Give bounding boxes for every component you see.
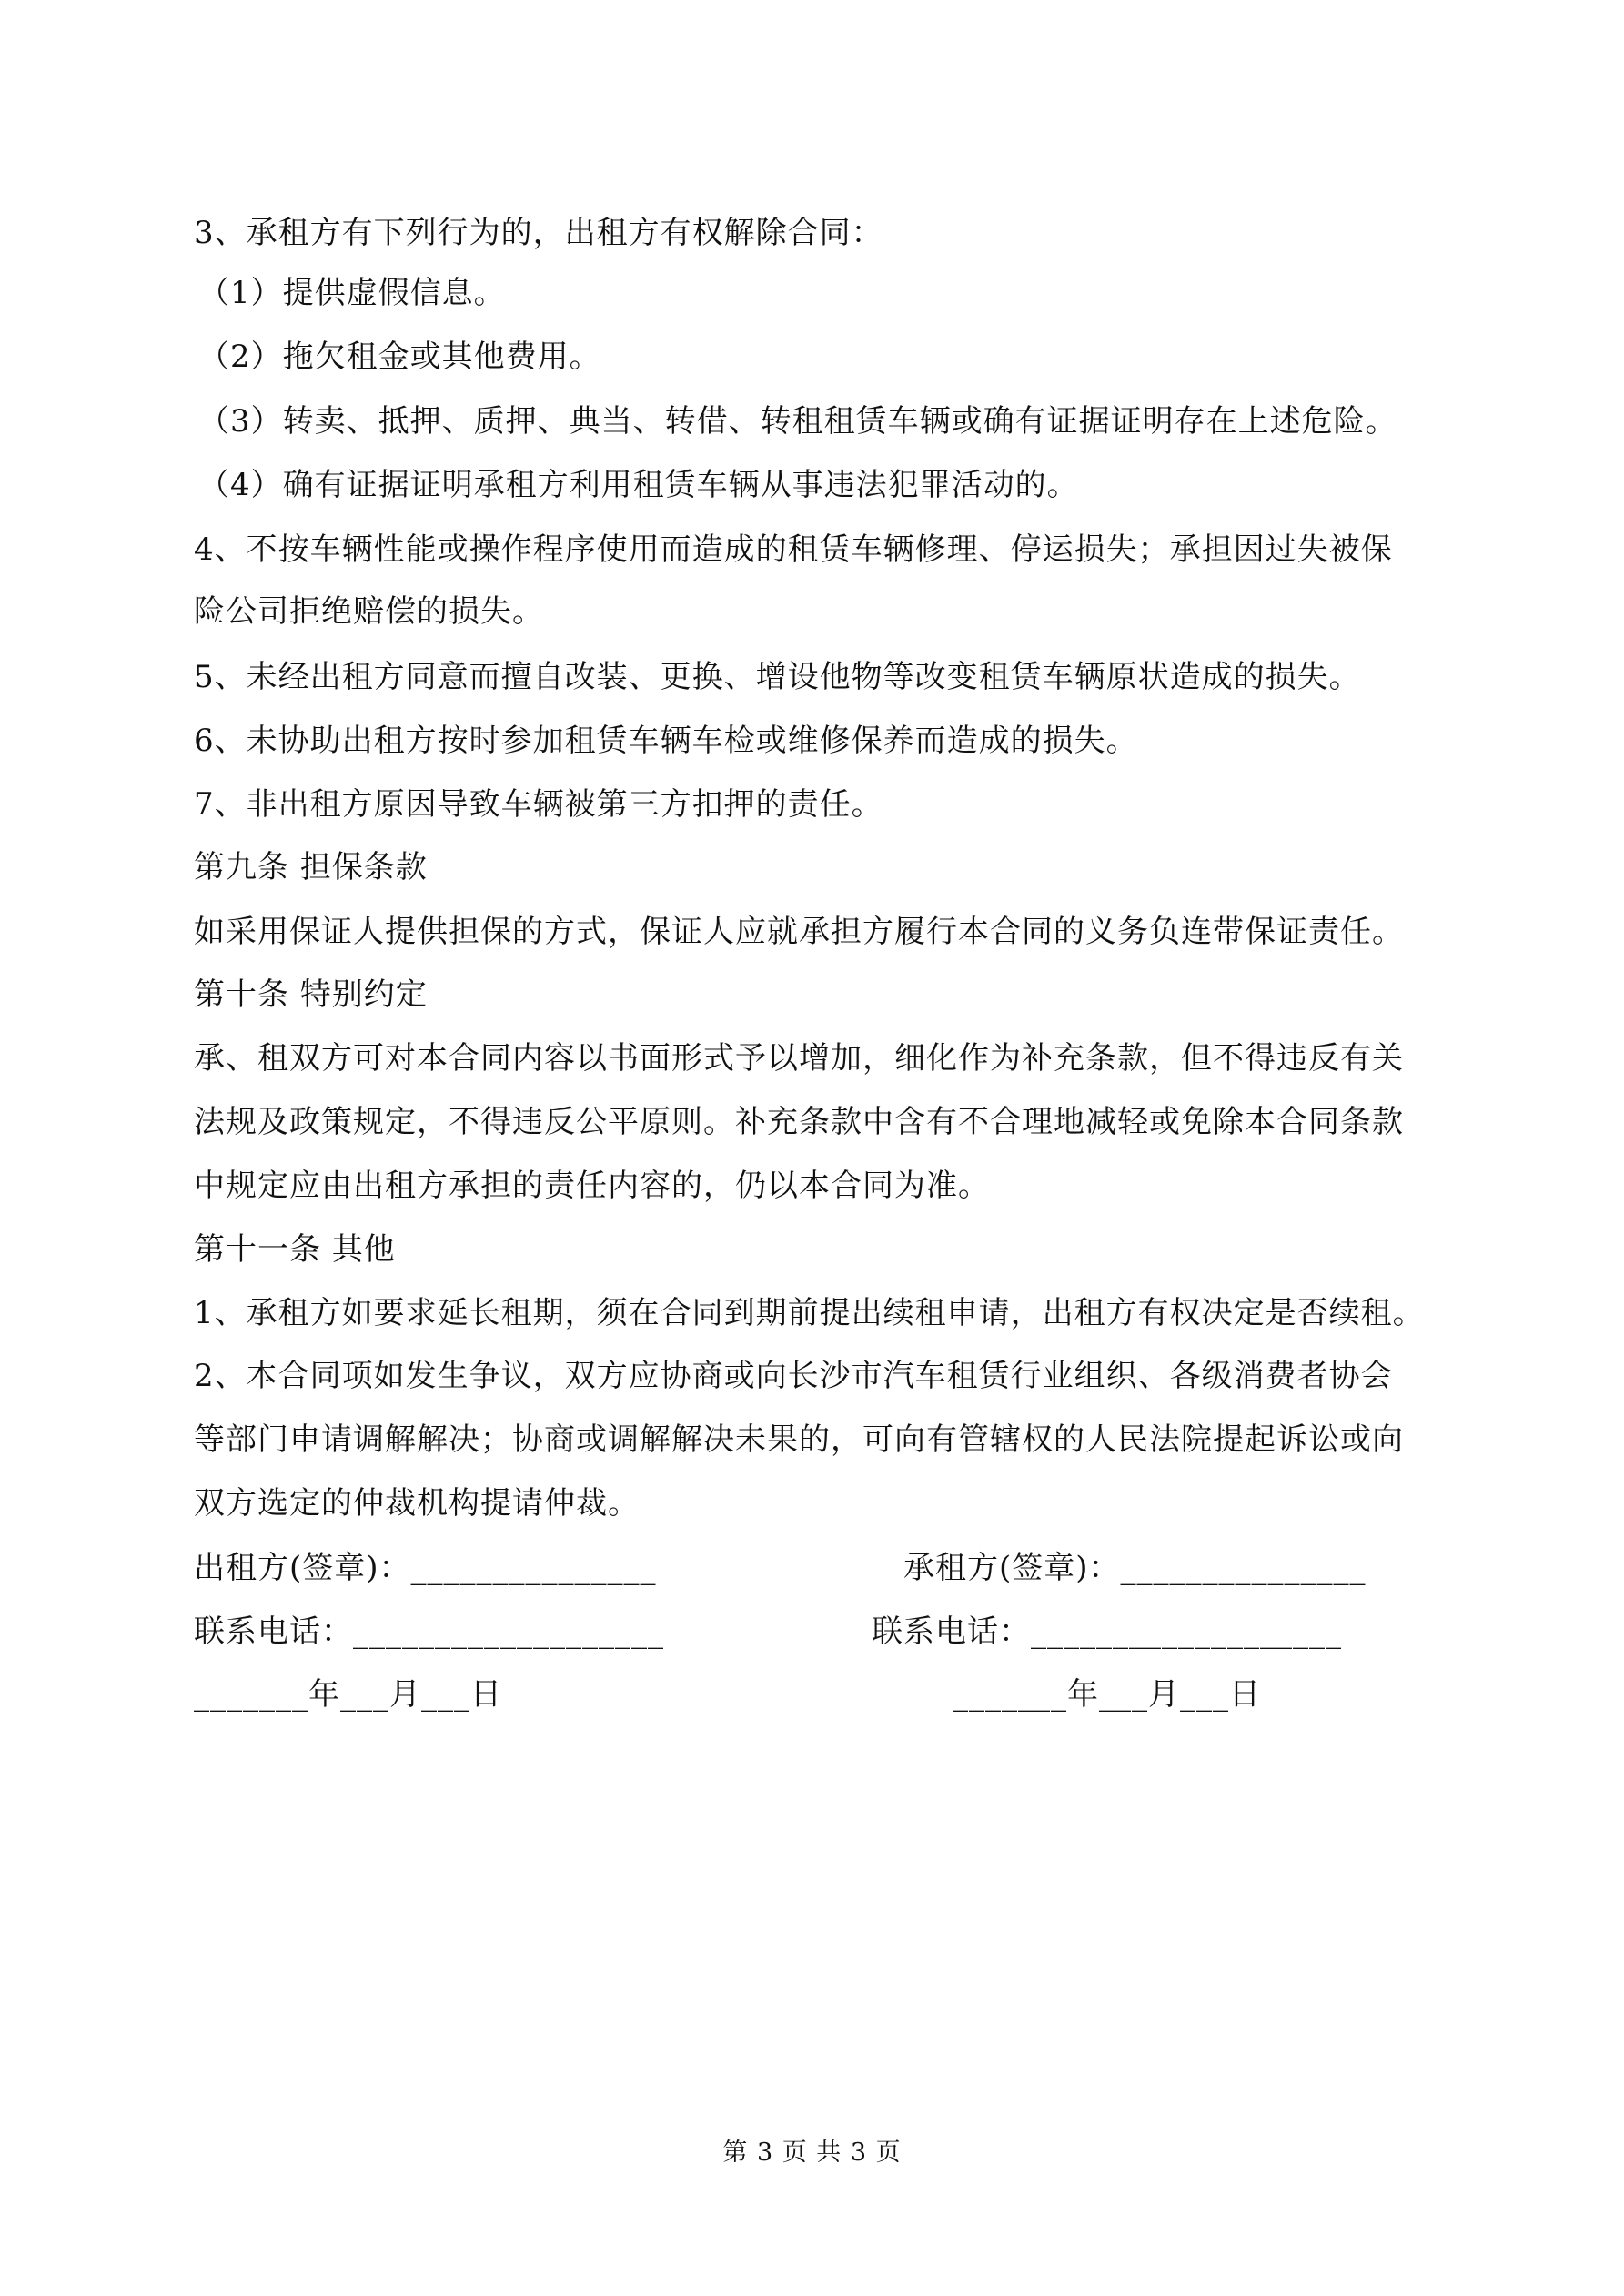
clause-item-5: 5、未经出租方同意而擅自改装、更换、增设他物等改变租赁车辆原状造成的损失。	[194, 659, 1361, 695]
article-11-item-2-line-1: 2、本合同项如发生争议，双方应协商或向长沙市汽车租赁行业组织、各级消费者协会	[194, 1358, 1393, 1394]
lessee-signature-line: 承租方(签章)：_______________	[903, 1550, 1367, 1586]
clause-item-4-line-2: 险公司拒绝赔偿的损失。	[194, 593, 544, 630]
clause-sub-1: （1）提供虚假信息。	[198, 275, 506, 311]
article-9-title: 第九条 担保条款	[194, 849, 428, 885]
article-11-item-2-line-3: 双方选定的仲裁机构提请仲裁。	[194, 1485, 640, 1522]
article-11-title: 第十一条 其他	[194, 1231, 396, 1268]
article-9-body: 如采用保证人提供担保的方式，保证人应就承担方履行本合同的义务负连带保证责任。	[194, 914, 1404, 950]
article-10-line-3: 中规定应由出租方承担的责任内容的，仍以本合同为准。	[194, 1168, 990, 1204]
clause-item-4-line-1: 4、不按车辆性能或操作程序使用而造成的租赁车辆修理、停运损失；承担因过失被保	[194, 531, 1393, 568]
clause-item-7: 7、非出租方原因导致车辆被第三方扣押的责任。	[194, 786, 883, 823]
lessee-phone-line: 联系电话：___________________	[872, 1613, 1342, 1650]
article-10-line-1: 承、租双方可对本合同内容以书面形式予以增加，细化作为补充条款，但不得违反有关	[194, 1040, 1404, 1077]
lessor-signature-line: 出租方(签章)：_______________	[194, 1550, 657, 1586]
article-11-item-2-line-2: 等部门申请调解解决；协商或调解解决未果的，可向有管辖权的人民法院提起诉讼或向	[194, 1421, 1404, 1458]
lessor-phone-line: 联系电话：___________________	[194, 1613, 664, 1650]
lessee-date-line: _______年___月___日	[953, 1676, 1261, 1713]
page-number-footer: 第 3 页 共 3 页	[722, 2139, 902, 2167]
article-10-line-2: 法规及政策规定，不得违反公平原则。补充条款中含有不合理地减轻或免除本合同条款	[194, 1104, 1404, 1140]
clause-sub-2: （2）拖欠租金或其他费用。	[198, 339, 601, 375]
article-11-item-1: 1、承租方如要求延长租期，须在合同到期前提出续租申请，出租方有权决定是否续租。	[194, 1295, 1425, 1331]
clause-sub-4: （4）确有证据证明承租方利用租赁车辆从事违法犯罪活动的。	[198, 467, 1079, 503]
clause-sub-3: （3）转卖、抵押、质押、典当、转借、转租租赁车辆或确有证据证明存在上述危险。	[198, 403, 1397, 440]
article-10-title: 第十条 特别约定	[194, 976, 428, 1013]
clause-item-6: 6、未协助出租方按时参加租赁车辆车检或维修保养而造成的损失。	[194, 723, 1138, 759]
clause-item-3: 3、承租方有下列行为的，出租方有权解除合同：	[194, 215, 883, 251]
lessor-date-line: _______年___月___日	[194, 1676, 502, 1713]
